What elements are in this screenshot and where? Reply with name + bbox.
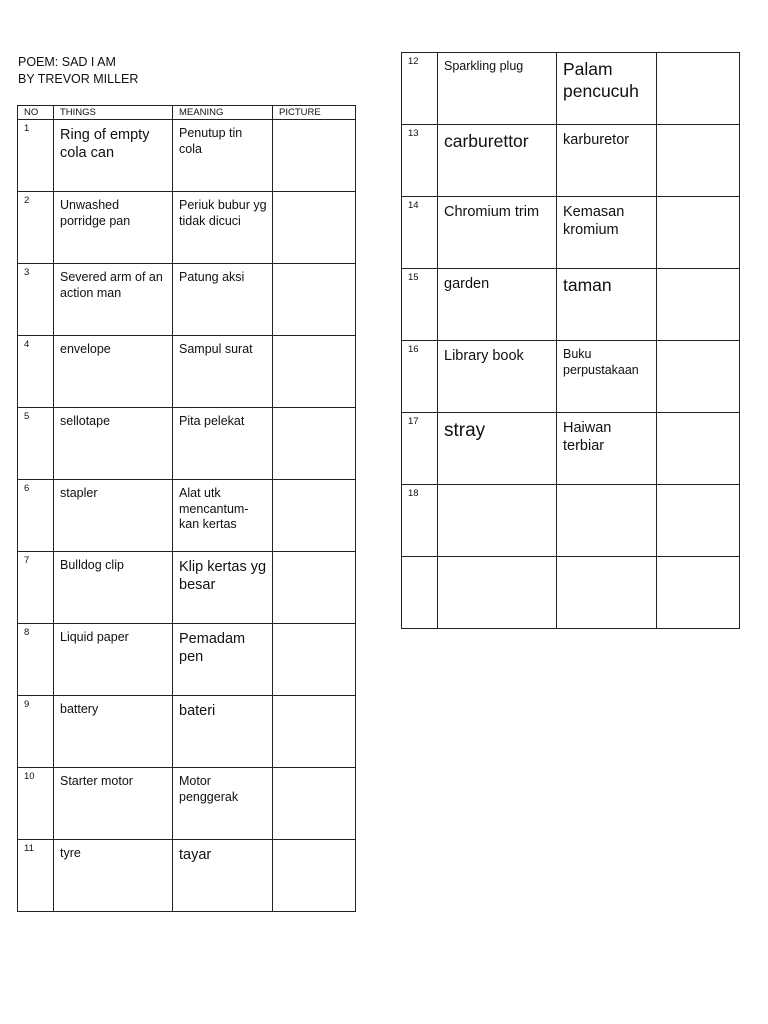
table-row: [402, 197, 740, 269]
meaning-cell: Buku perpustakaan: [557, 341, 657, 413]
meaning-cell: Patung aksi: [173, 264, 273, 336]
table-row: [18, 336, 356, 408]
thing-cell: sellotape: [54, 408, 173, 480]
meaning-cell: karburetor: [557, 125, 657, 197]
meaning-cell: [557, 557, 657, 629]
picture-cell: [273, 696, 356, 768]
row-number: 2: [18, 192, 54, 264]
picture-cell: [657, 413, 740, 485]
row-number: 10: [18, 768, 54, 840]
picture-cell: [657, 485, 740, 557]
header-meaning: MEANING: [173, 106, 273, 120]
thing-cell: Starter motor: [54, 768, 173, 840]
meaning-cell: Pita pelekat: [173, 408, 273, 480]
thing-cell: [438, 485, 557, 557]
row-number: 16: [402, 341, 438, 413]
thing-cell: Chromium trim: [438, 197, 557, 269]
row-number: 12: [402, 53, 438, 125]
picture-cell: [273, 192, 356, 264]
meaning-cell: Pemadam pen: [173, 624, 273, 696]
table-row: [402, 341, 740, 413]
thing-cell: Severed arm of an action man: [54, 264, 173, 336]
row-number: 14: [402, 197, 438, 269]
table-row: [402, 485, 740, 557]
thing-cell: garden: [438, 269, 557, 341]
header-picture: PICTURE: [273, 106, 356, 120]
picture-cell: [657, 53, 740, 125]
table-row: [18, 120, 356, 192]
meaning-cell: [557, 485, 657, 557]
row-number: 9: [18, 696, 54, 768]
meaning-cell: Sampul surat: [173, 336, 273, 408]
row-number: 7: [18, 552, 54, 624]
header-things: THINGS: [54, 106, 173, 120]
meaning-cell: Kemasan kromium: [557, 197, 657, 269]
picture-cell: [273, 336, 356, 408]
row-number: 3: [18, 264, 54, 336]
picture-cell: [273, 408, 356, 480]
vocabulary-table-left: [17, 105, 356, 912]
thing-cell: envelope: [54, 336, 173, 408]
table-row: [18, 840, 356, 912]
meaning-cell: Palam pencucuh: [557, 53, 657, 125]
table-row: [18, 624, 356, 696]
picture-cell: [273, 768, 356, 840]
row-number: 8: [18, 624, 54, 696]
meaning-cell: Alat utk mencantum-kan kertas: [173, 480, 273, 552]
table-row: [402, 269, 740, 341]
meaning-cell: Motor penggerak: [173, 768, 273, 840]
table-row: [402, 413, 740, 485]
picture-cell: [657, 341, 740, 413]
picture-cell: [273, 552, 356, 624]
row-number: 5: [18, 408, 54, 480]
row-number: 4: [18, 336, 54, 408]
table-header-row: [18, 106, 356, 120]
thing-cell: Bulldog clip: [54, 552, 173, 624]
picture-cell: [273, 264, 356, 336]
picture-cell: [657, 557, 740, 629]
table-row: [18, 408, 356, 480]
vocabulary-table-right: [401, 52, 740, 629]
meaning-cell: tayar: [173, 840, 273, 912]
thing-cell: Library book: [438, 341, 557, 413]
table-row: [18, 696, 356, 768]
thing-cell: Sparkling plug: [438, 53, 557, 125]
row-number: 11: [18, 840, 54, 912]
thing-cell: tyre: [54, 840, 173, 912]
meaning-cell: bateri: [173, 696, 273, 768]
header-no: NO: [18, 106, 54, 120]
meaning-cell: Penutup tin cola: [173, 120, 273, 192]
table-row: [18, 552, 356, 624]
table-row: [402, 557, 740, 629]
thing-cell: Ring of empty cola can: [54, 120, 173, 192]
poem-title: POEM: SAD I AM: [18, 55, 116, 69]
table-row: [18, 192, 356, 264]
meaning-cell: Klip kertas yg besar: [173, 552, 273, 624]
poem-author: BY TREVOR MILLER: [18, 72, 139, 86]
row-number: [402, 557, 438, 629]
table-row: [18, 480, 356, 552]
picture-cell: [273, 480, 356, 552]
thing-cell: carburettor: [438, 125, 557, 197]
row-number: 13: [402, 125, 438, 197]
picture-cell: [657, 269, 740, 341]
thing-cell: Liquid paper: [54, 624, 173, 696]
thing-cell: stray: [438, 413, 557, 485]
meaning-cell: Haiwan terbiar: [557, 413, 657, 485]
row-number: 18: [402, 485, 438, 557]
thing-cell: battery: [54, 696, 173, 768]
picture-cell: [657, 197, 740, 269]
table-row: [402, 53, 740, 125]
picture-cell: [273, 120, 356, 192]
picture-cell: [273, 624, 356, 696]
table-row: [18, 264, 356, 336]
picture-cell: [657, 125, 740, 197]
row-number: 1: [18, 120, 54, 192]
row-number: 6: [18, 480, 54, 552]
meaning-cell: Periuk bubur yg tidak dicuci: [173, 192, 273, 264]
worksheet-heading: [18, 54, 138, 88]
thing-cell: Unwashed porridge pan: [54, 192, 173, 264]
meaning-cell: taman: [557, 269, 657, 341]
table-row: [18, 768, 356, 840]
row-number: 15: [402, 269, 438, 341]
row-number: 17: [402, 413, 438, 485]
thing-cell: [438, 557, 557, 629]
picture-cell: [273, 840, 356, 912]
thing-cell: stapler: [54, 480, 173, 552]
table-row: [402, 125, 740, 197]
